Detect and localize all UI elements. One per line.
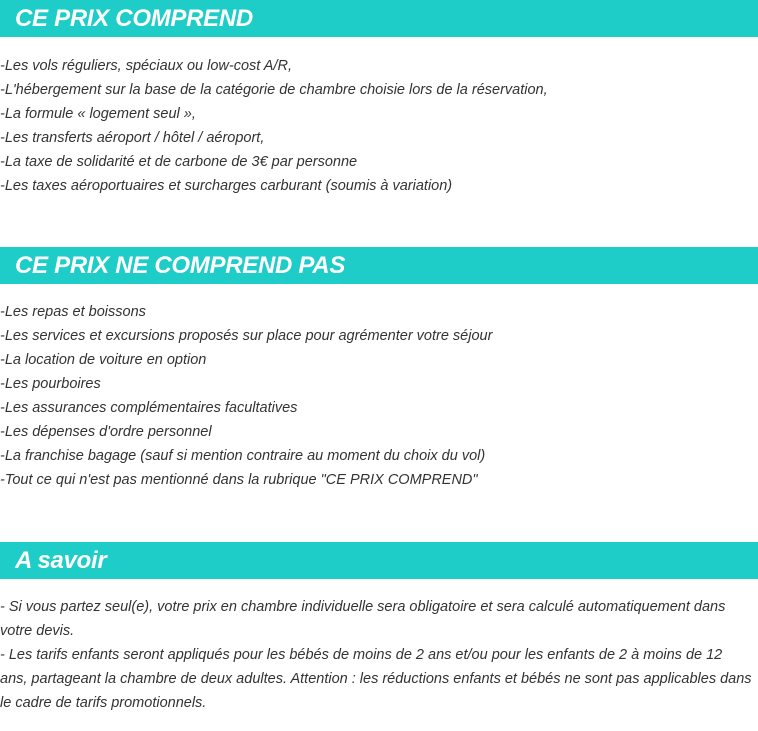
excluded-list bbox=[0, 300, 758, 492]
included-item: -L'hébergement sur la base de la catégorie de chambre choisie lors de la réservation, bbox=[0, 82, 548, 98]
excluded-item: -Les repas et boissons bbox=[0, 304, 146, 320]
included-item: -Les taxes aéroportuaires et surcharges carburant (soumis à variation) bbox=[0, 178, 453, 194]
included-list bbox=[0, 54, 758, 198]
info-paragraphs bbox=[0, 595, 758, 715]
info-section bbox=[0, 542, 758, 715]
included-item: -Les transferts aéroport / hôtel / aéroport, bbox=[0, 130, 265, 146]
info-title: A savoir bbox=[15, 547, 107, 574]
included-section bbox=[0, 0, 758, 198]
info-paragraph: - Si vous partez seul(e), votre prix en chambre individuelle sera obligatoire et sera calculé automatiquement dans votre devis. bbox=[0, 599, 726, 639]
excluded-item: -Les services et excursions proposés sur place pour agrémenter votre séjour bbox=[0, 328, 493, 344]
included-item: -Les vols réguliers, spéciaux ou low-cost A/R, bbox=[0, 58, 292, 74]
excluded-section bbox=[0, 247, 758, 492]
included-banner bbox=[0, 0, 758, 37]
info-banner bbox=[0, 542, 758, 579]
excluded-banner bbox=[0, 247, 758, 284]
info-paragraph: - Les tarifs enfants seront appliqués pour les bébés de moins de 2 ans et/ou pour les enfants de 2 à moins de 12 ans, partageant la chambre de deux adultes. Attention : les réductions enfants et bébés ne sont pas applicables dans le cadre de tarifs promotionnels. bbox=[0, 647, 752, 711]
excluded-item: -Les dépenses d'ordre personnel bbox=[0, 424, 212, 440]
excluded-item: -Les assurances complémentaires facultatives bbox=[0, 400, 298, 416]
included-title: CE PRIX COMPREND bbox=[15, 5, 253, 32]
excluded-item: -La franchise bagage (sauf si mention contraire au moment du choix du vol) bbox=[0, 448, 486, 464]
excluded-item: -La location de voiture en option bbox=[0, 352, 207, 368]
excluded-title: CE PRIX NE COMPREND PAS bbox=[15, 252, 346, 279]
excluded-item: -Les pourboires bbox=[0, 376, 101, 392]
included-item: -La taxe de solidarité et de carbone de 3€ par personne bbox=[0, 154, 358, 170]
excluded-item: -Tout ce qui n'est pas mentionné dans la rubrique "CE PRIX COMPREND" bbox=[0, 472, 478, 488]
included-item: -La formule « logement seul », bbox=[0, 106, 196, 122]
